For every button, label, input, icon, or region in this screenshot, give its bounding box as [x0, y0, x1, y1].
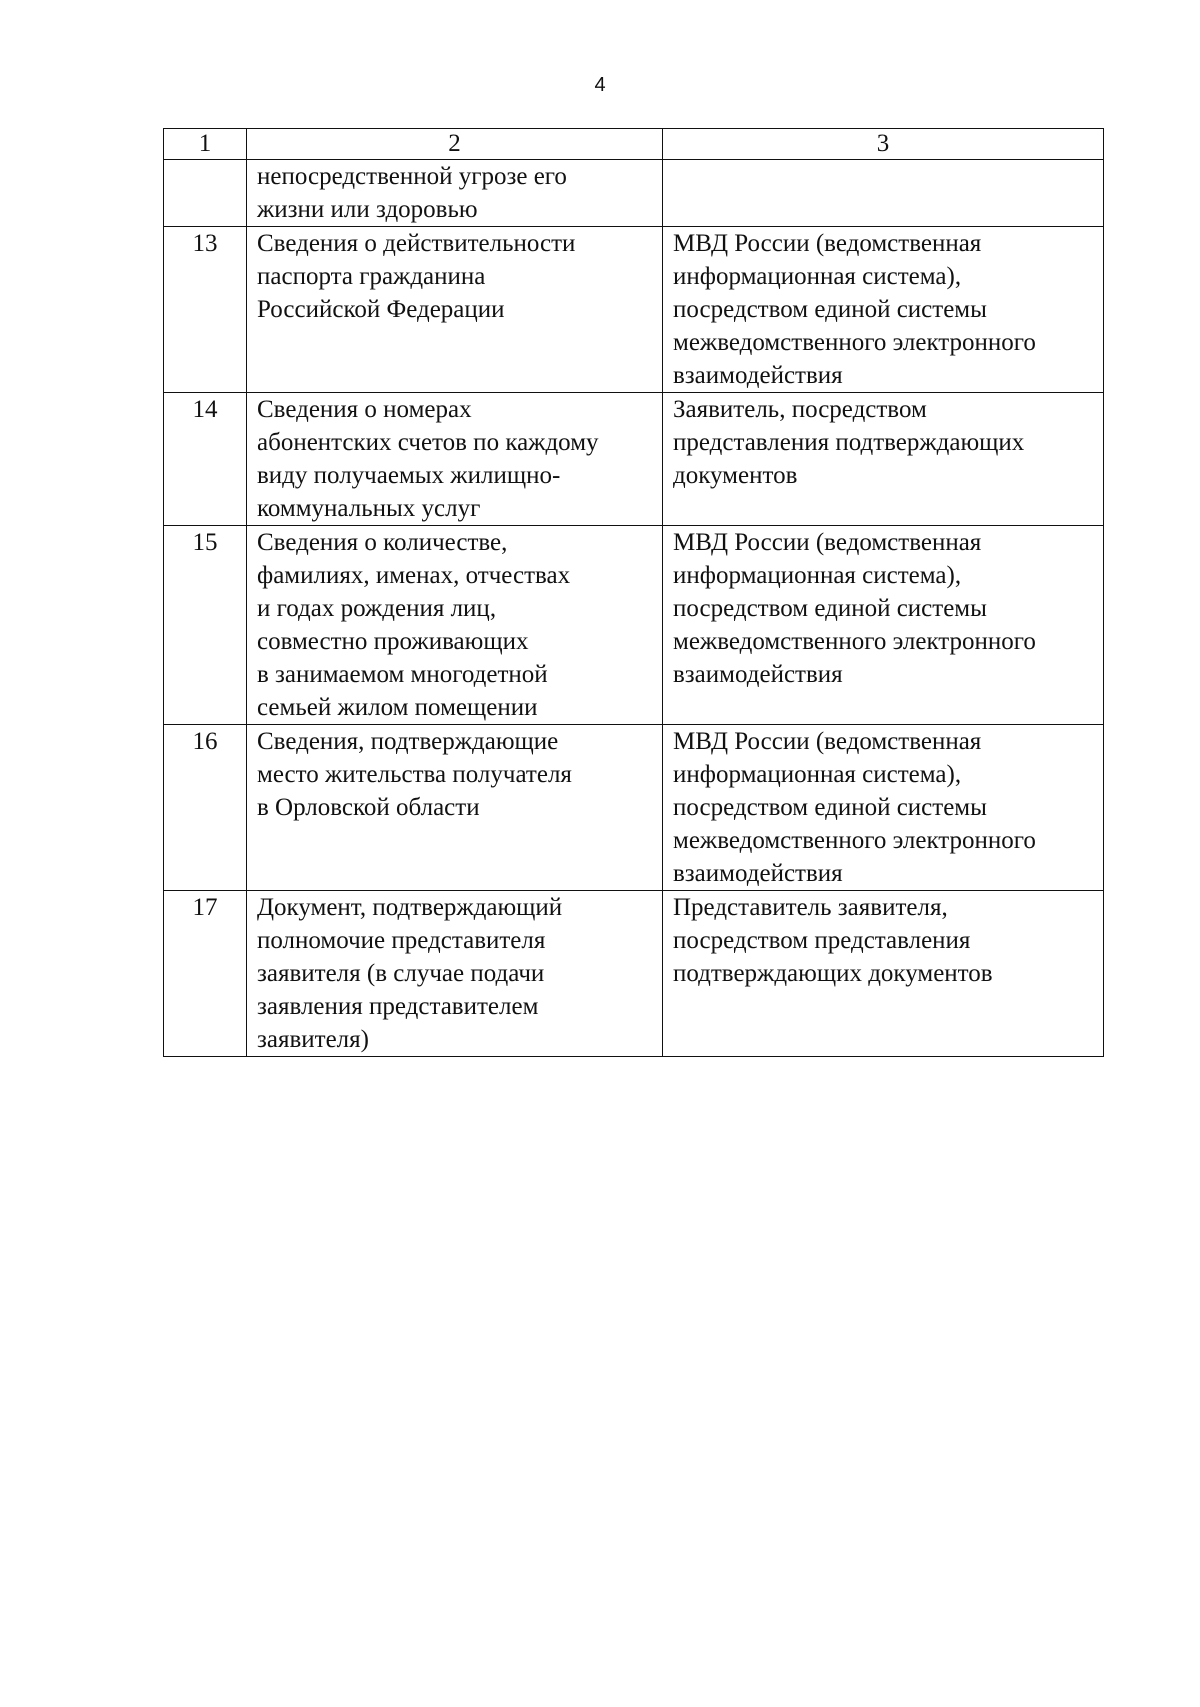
- table-row: [164, 891, 1104, 1057]
- table-header-row: [164, 129, 1104, 160]
- row-description: Сведения о номерах абонентских счетов по каждому виду получаемых жилищно- коммунальных услуг: [247, 393, 663, 526]
- page-number: 4: [594, 74, 606, 96]
- column-header-1: 1: [164, 129, 247, 160]
- row-number: 16: [164, 725, 247, 891]
- row-description: Сведения о действительности паспорта гражданина Российской Федерации: [247, 227, 663, 393]
- row-source: Заявитель, посредством представления подтверждающих документов: [663, 393, 1104, 526]
- column-header-2: 2: [247, 129, 663, 160]
- row-number: 17: [164, 891, 247, 1057]
- row-number: 14: [164, 393, 247, 526]
- table-row: [164, 227, 1104, 393]
- row-number: 13: [164, 227, 247, 393]
- row-source: МВД России (ведомственная информационная система), посредством единой системы межведомственного электронного взаимодействия: [663, 725, 1104, 891]
- column-header-3: 3: [663, 129, 1104, 160]
- row-source: МВД России (ведомственная информационная система), посредством единой системы межведомственного электронного взаимодействия: [663, 227, 1104, 393]
- row-source: [663, 160, 1104, 227]
- table-row: [164, 725, 1104, 891]
- row-description: Сведения о количестве, фамилиях, именах, отчествах и годах рождения лиц, совместно проживающих в занимаемом многодетной семьей жилом помещении: [247, 526, 663, 725]
- row-description: Сведения, подтверждающие место жительства получателя в Орловской области: [247, 725, 663, 891]
- table-row: [164, 160, 1104, 227]
- row-number: 15: [164, 526, 247, 725]
- row-description: Документ, подтверждающий полномочие представителя заявителя (в случае подачи заявления представителем заявителя): [247, 891, 663, 1057]
- row-source: МВД России (ведомственная информационная система), посредством единой системы межведомственного электронного взаимодействия: [663, 526, 1104, 725]
- table-row: [164, 393, 1104, 526]
- document-table: [163, 128, 1104, 1057]
- row-description: непосредственной угрозе его жизни или здоровью: [247, 160, 663, 227]
- row-number: [164, 160, 247, 227]
- row-source: Представитель заявителя, посредством представления подтверждающих документов: [663, 891, 1104, 1057]
- table-row: [164, 526, 1104, 725]
